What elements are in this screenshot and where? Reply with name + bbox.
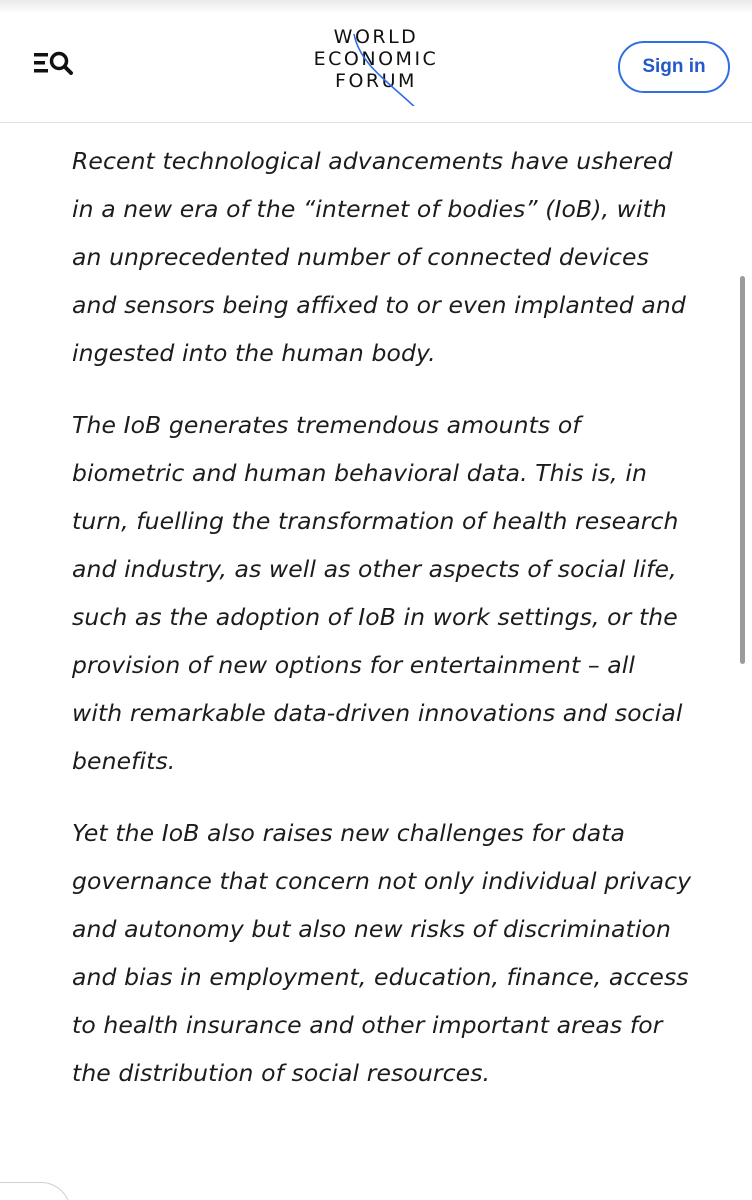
article-paragraph: Yet the IoB also raises new challenges for data governance that concern not only individual privacy and autonomy but also new risks of discrimination and bias in employment, education, finance, access to health insurance and other important areas for the distribution of social resources. xyxy=(72,819,692,1087)
wef-logo[interactable] xyxy=(296,26,456,106)
article-paragraph: The IoB generates tremendous amounts of biometric and human behavioral data. This is, in turn, fuelling the transformation of health research and industry, as well as other aspects of social life, such as the adoption of IoB in work settings, or the provision of new options for entertainment – all with remarkable data-driven innovations and social benefits. xyxy=(72,411,683,775)
menu-search-icon xyxy=(30,46,80,86)
site-header xyxy=(0,0,752,123)
article-body xyxy=(72,137,692,1097)
bottom-corner-tab xyxy=(0,1182,71,1200)
menu-search-button[interactable] xyxy=(30,46,80,86)
article-paragraph: Recent technological advancements have ushered in a new era of the “internet of bodies” (IoB), with an unprecedented number of connected devices and sensors being affixed to or even implanted and ingested into the human body. xyxy=(72,147,686,367)
logo-line-1: WORLD xyxy=(333,26,419,48)
logo-line-2: ECONOMIC xyxy=(313,48,439,70)
logo-line-3: FORUM xyxy=(335,70,417,92)
top-shadow xyxy=(0,0,752,14)
sign-in-button[interactable]: Sign in xyxy=(618,41,730,93)
scrollbar[interactable] xyxy=(740,276,745,664)
